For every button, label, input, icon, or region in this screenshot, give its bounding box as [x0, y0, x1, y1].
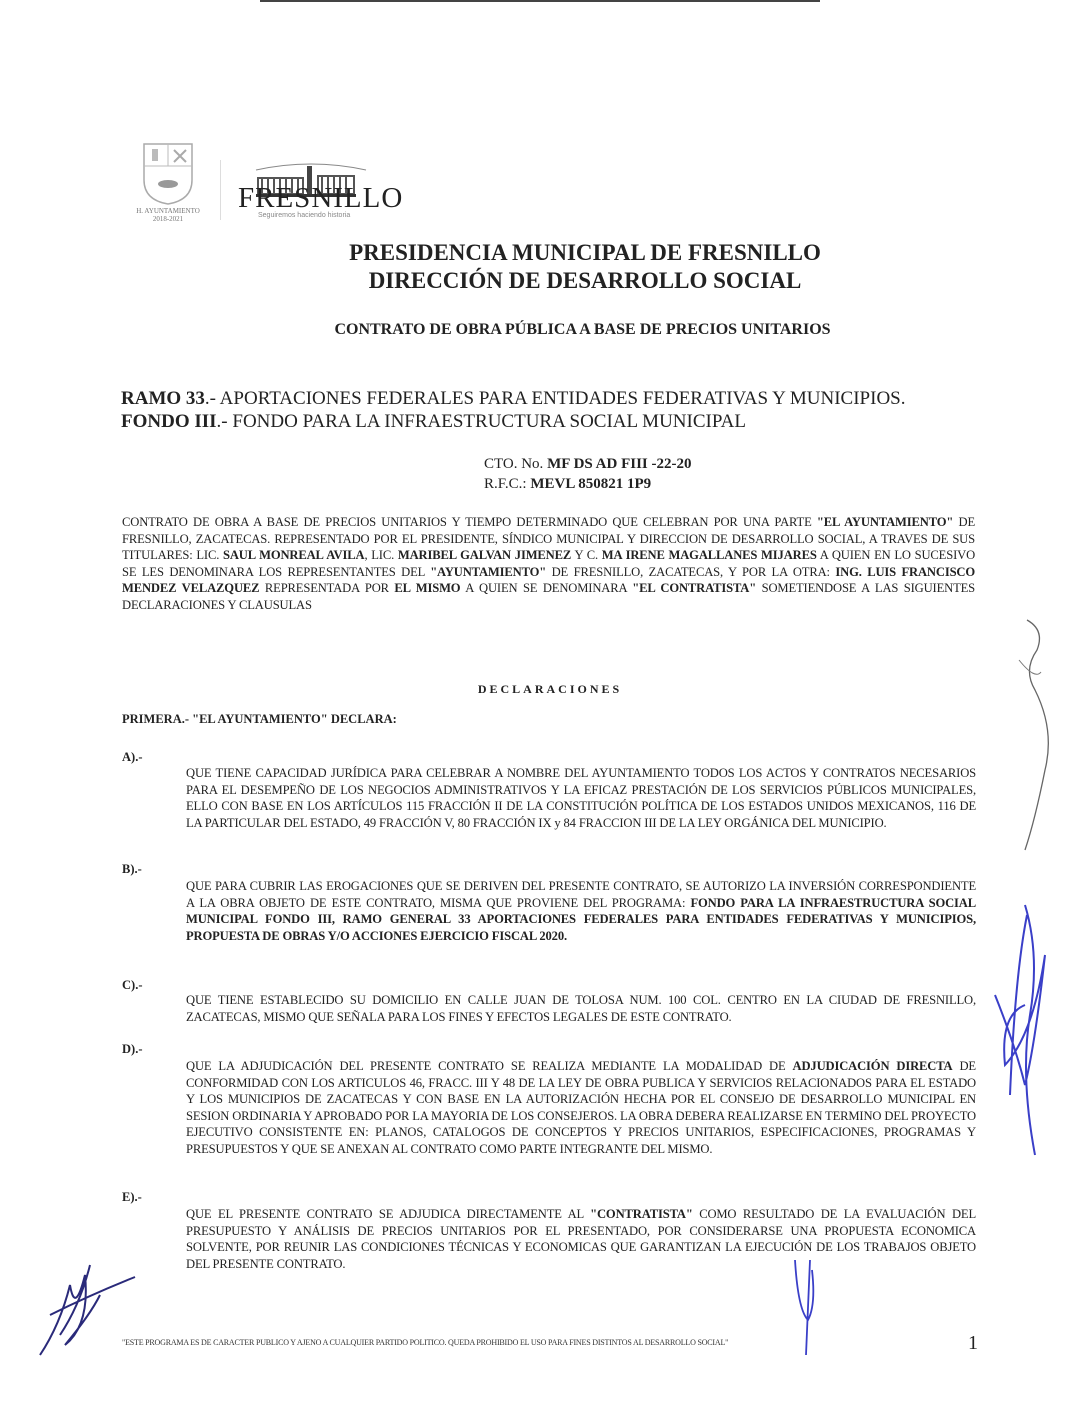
declaration-label: B).-: [122, 862, 142, 876]
fondo-label: FONDO III: [121, 411, 217, 432]
text-segment: REPRESENTADA POR: [259, 581, 395, 595]
text-segment: COMO RESULTADO DE LA EVALUACIÓN DEL PRESUPUESTO Y ANÁLISIS DE PRECIOS UNITARIOS POR EL PRESENTADO, POR CONSIDERARSE UNA PROPUESTA ECONOMICA SOLVENTE, POR REUNIR LAS CONDICIONES TÉCNICAS Y ECONOMICAS QUE GARANTIZAN LA EJECUCIÓN DE LOS TRABAJOS OBJETO DEL PRESENTE CONTRATO.: [186, 1207, 976, 1271]
bold-text-segment: EL MISMO: [394, 581, 461, 595]
logo-divider: [220, 160, 221, 220]
declaration-paragraph: [186, 992, 976, 1025]
rfc: [484, 476, 651, 493]
cto-value: MF DS AD FIII -22-20: [547, 456, 692, 472]
municipal-shield-logo: [140, 140, 196, 206]
signature-right-top: [1005, 610, 1065, 870]
declaration-paragraph: [186, 878, 976, 944]
fresnillo-wordmark: FRESNILLO: [238, 182, 404, 214]
page-number: 1: [968, 1332, 978, 1354]
ramo-text: .- APORTACIONES FEDERALES PARA ENTIDADES FEDERATIVAS Y MUNICIPIOS.: [204, 388, 906, 409]
ramo-heading: [121, 388, 906, 410]
text-segment: Y C.: [571, 548, 602, 562]
bold-text-segment: ING. LUIS FRANCISCO MENDEZ VELAZQUEZ: [122, 564, 976, 595]
text-segment: QUE TIENE CAPACIDAD JURÍDICA PARA CELEBRAR A NOMBRE DEL AYUNTAMIENTO TODOS LOS ACTOS Y CONTRATOS NECESARIOS PARA EL DESEMPEÑO DE LOS NEGOCIOS ADMINISTRATIVOS Y LA EFICAZ PRESTACIÓN DE LOS SERVICIOS PÚBLICOS MUNICIPALES, ELLO CON BASE EN LOS ARTÍCULOS 115 FRACCIÓN II DE LA CONSTITUCIÓN POLÍTICA DE LOS ESTADOS UNIDOS MEXICANOS, 116 DE LA PARTICULAR DEL ESTADO, 49 FRACCIÓN V, 80 FRACCIÓN IX y 84 FRACCION III DE LA LEY ORGÁNICA DEL MUNICIPIO.: [186, 766, 976, 830]
brand-tagline: Seguiremos haciendo historia: [258, 212, 351, 219]
text-segment: QUE EL PRESENTE CONTRATO SE ADJUDICA DIRECTAMENTE AL: [186, 1207, 591, 1221]
text-segment: QUE PARA CUBRIR LAS EROGACIONES QUE SE DERIVEN DEL PRESENTE CONTRATO, SE AUTORIZO LA INVERSIÓN CORRESPONDIENTE A LA OBRA OBJETO DE ESTE CONTRATO, MISMA QUE PROVIENE DEL PROGRAMA:: [186, 879, 976, 910]
contract-subtitle: CONTRATO DE OBRA PÚBLICA A BASE DE PRECIOS UNITARIOS: [334, 321, 831, 338]
shield-caption: H. AYUNTAMIENTO 2018-2021: [136, 207, 200, 223]
contract-number: [484, 456, 692, 473]
text-segment: A QUIEN EN LO SUCESIVO SE LES DENOMINARA LOS REPRESENTANTES DEL: [122, 548, 976, 579]
page-title-line2: DIRECCIÓN DE DESARROLLO SOCIAL: [368, 268, 802, 293]
bold-text-segment: "CONTRATISTA": [590, 1207, 693, 1221]
bold-text-segment: SAUL MONREAL AVILA: [223, 548, 365, 562]
text-segment: DE FRESNILLO, ZACATECAS. REPRESENTADO POR EL PRESIDENTE, SÍNDICO MUNICIPAL Y DIRECCION DE DESARROLLO SOCIAL, A TRAVES DE SUS TITULARES: LIC.: [122, 515, 975, 562]
page-title-line1: PRESIDENCIA MUNICIPAL DE FRESNILLO: [349, 240, 821, 265]
signature-bottom-initial: [790, 1250, 830, 1360]
signature-bottom-left: [30, 1255, 140, 1365]
bold-text-segment: MARIBEL GALVAN JIMENEZ: [397, 548, 572, 562]
scan-edge-line: [260, 0, 820, 2]
bold-text-segment: FONDO PARA LA INFRAESTRUCTURA SOCIAL MUNICIPAL FONDO III, RAMO GENERAL 33 APORTACIONES FEDERALES PARA ENTIDADES FEDERATIVAS Y MUNICIPIOS, PROPUESTA DE OBRAS Y/O ACCIONES EJERCICIO FISCAL 2020.: [186, 895, 976, 943]
declaration-paragraph: [186, 1206, 976, 1272]
bold-text-segment: "EL AYUNTAMIENTO": [816, 515, 954, 529]
fondo-text: .- FONDO PARA LA INFRAESTRUCTURA SOCIAL MUNICIPAL: [216, 411, 746, 432]
rfc-value: MEVL 850821 1P9: [530, 476, 652, 492]
text-segment: QUE LA ADJUDICACIÓN DEL PRESENTE CONTRATO SE REALIZA MEDIANTE LA MODALIDAD DE: [186, 1059, 793, 1073]
footer-disclaimer: "ESTE PROGRAMA ES DE CARACTER PUBLICO Y AJENO A CUALQUIER PARTIDO POLITICO. QUEDA PROHIBIDO EL USO PARA FINES DISTINTOS AL DESARROLLO SOCIAL": [122, 1338, 729, 1347]
declaration-label: C).-: [122, 978, 143, 992]
declaration-label: E).-: [122, 1190, 142, 1204]
text-segment: DE CONFORMIDAD CON LOS ARTICULOS 46, FRACC. III Y 48 DE LA LEY DE OBRA PUBLICA Y SERVICIOS RELACIONADOS PARA EL ESTADO Y LOS MUNICIPIOS DE ZACATECAS Y CON BASE EN LA AUTORIZACIÓN HECHA POR EL CONSEJO DE DESARROLLO MUNICIPAL EN SESION ORDINARIA Y APROBADO POR LA MAYORIA DE LOS CONSEJEROS. LA OBRA DEBERA REALIZARSE EN TERMINO DEL PROYECTO EJECUTIVO CONSISTENTE EN: PLANOS, CATALOGOS DE CONCEPTOS Y PRECIOS UNITARIOS, ESPECIFICACIONES, PROGRAMAS Y PRESUPUESTOS Y QUE SE ANEXAN AL CONTRATO COMO PARTE INTEGRANTE DEL MISMO.: [186, 1059, 976, 1156]
text-segment: QUE TIENE ESTABLECIDO SU DOMICILIO EN CALLE JUAN DE TOLOSA NUM. 100 COL. CENTRO EN LA CIUDAD DE FRESNILLO, ZACATECAS, MISMO QUE SEÑALA PARA LOS FINES Y EFECTOS LEGALES DE ESTE CONTRATO.: [186, 993, 976, 1024]
text-segment: , LIC.: [364, 548, 398, 562]
rfc-label: R.F.C.:: [484, 476, 527, 492]
text-segment: DE FRESNILLO, ZACATECAS, Y POR LA OTRA:: [546, 564, 836, 579]
declaration-label: D).-: [122, 1042, 143, 1056]
declaraciones-heading: DECLARACIONES: [477, 682, 623, 696]
primera-label: PRIMERA.- "EL AYUNTAMIENTO" DECLARA:: [122, 712, 397, 726]
cto-label: CTO. No.: [484, 456, 544, 472]
text-segment: CONTRATO DE OBRA A BASE DE PRECIOS UNITARIOS Y TIEMPO DETERMINADO QUE CELEBRAN POR UNA PARTE: [122, 515, 817, 529]
signature-right-blue: [985, 895, 1065, 1165]
ramo-label: RAMO 33: [121, 388, 205, 409]
text-segment: A QUIEN SE DENOMINARA: [460, 581, 633, 595]
declaration-paragraph: [186, 765, 976, 831]
intro-paragraph: [122, 514, 975, 613]
fondo-heading: [121, 411, 746, 433]
declaration-paragraph: [186, 1058, 976, 1157]
bold-text-segment: "AYUNTAMIENTO": [430, 564, 547, 579]
declaration-label: A).-: [122, 750, 143, 764]
text-segment: SOMETIENDOSE A LAS SIGUIENTES DECLARACIONES Y CLAUSULAS: [122, 581, 976, 612]
bold-text-segment: MA IRENE MAGALLANES MIJARES: [601, 548, 817, 562]
bold-text-segment: ADJUDICACIÓN DIRECTA: [792, 1059, 953, 1073]
bold-text-segment: "EL CONTRATISTA": [632, 581, 757, 595]
